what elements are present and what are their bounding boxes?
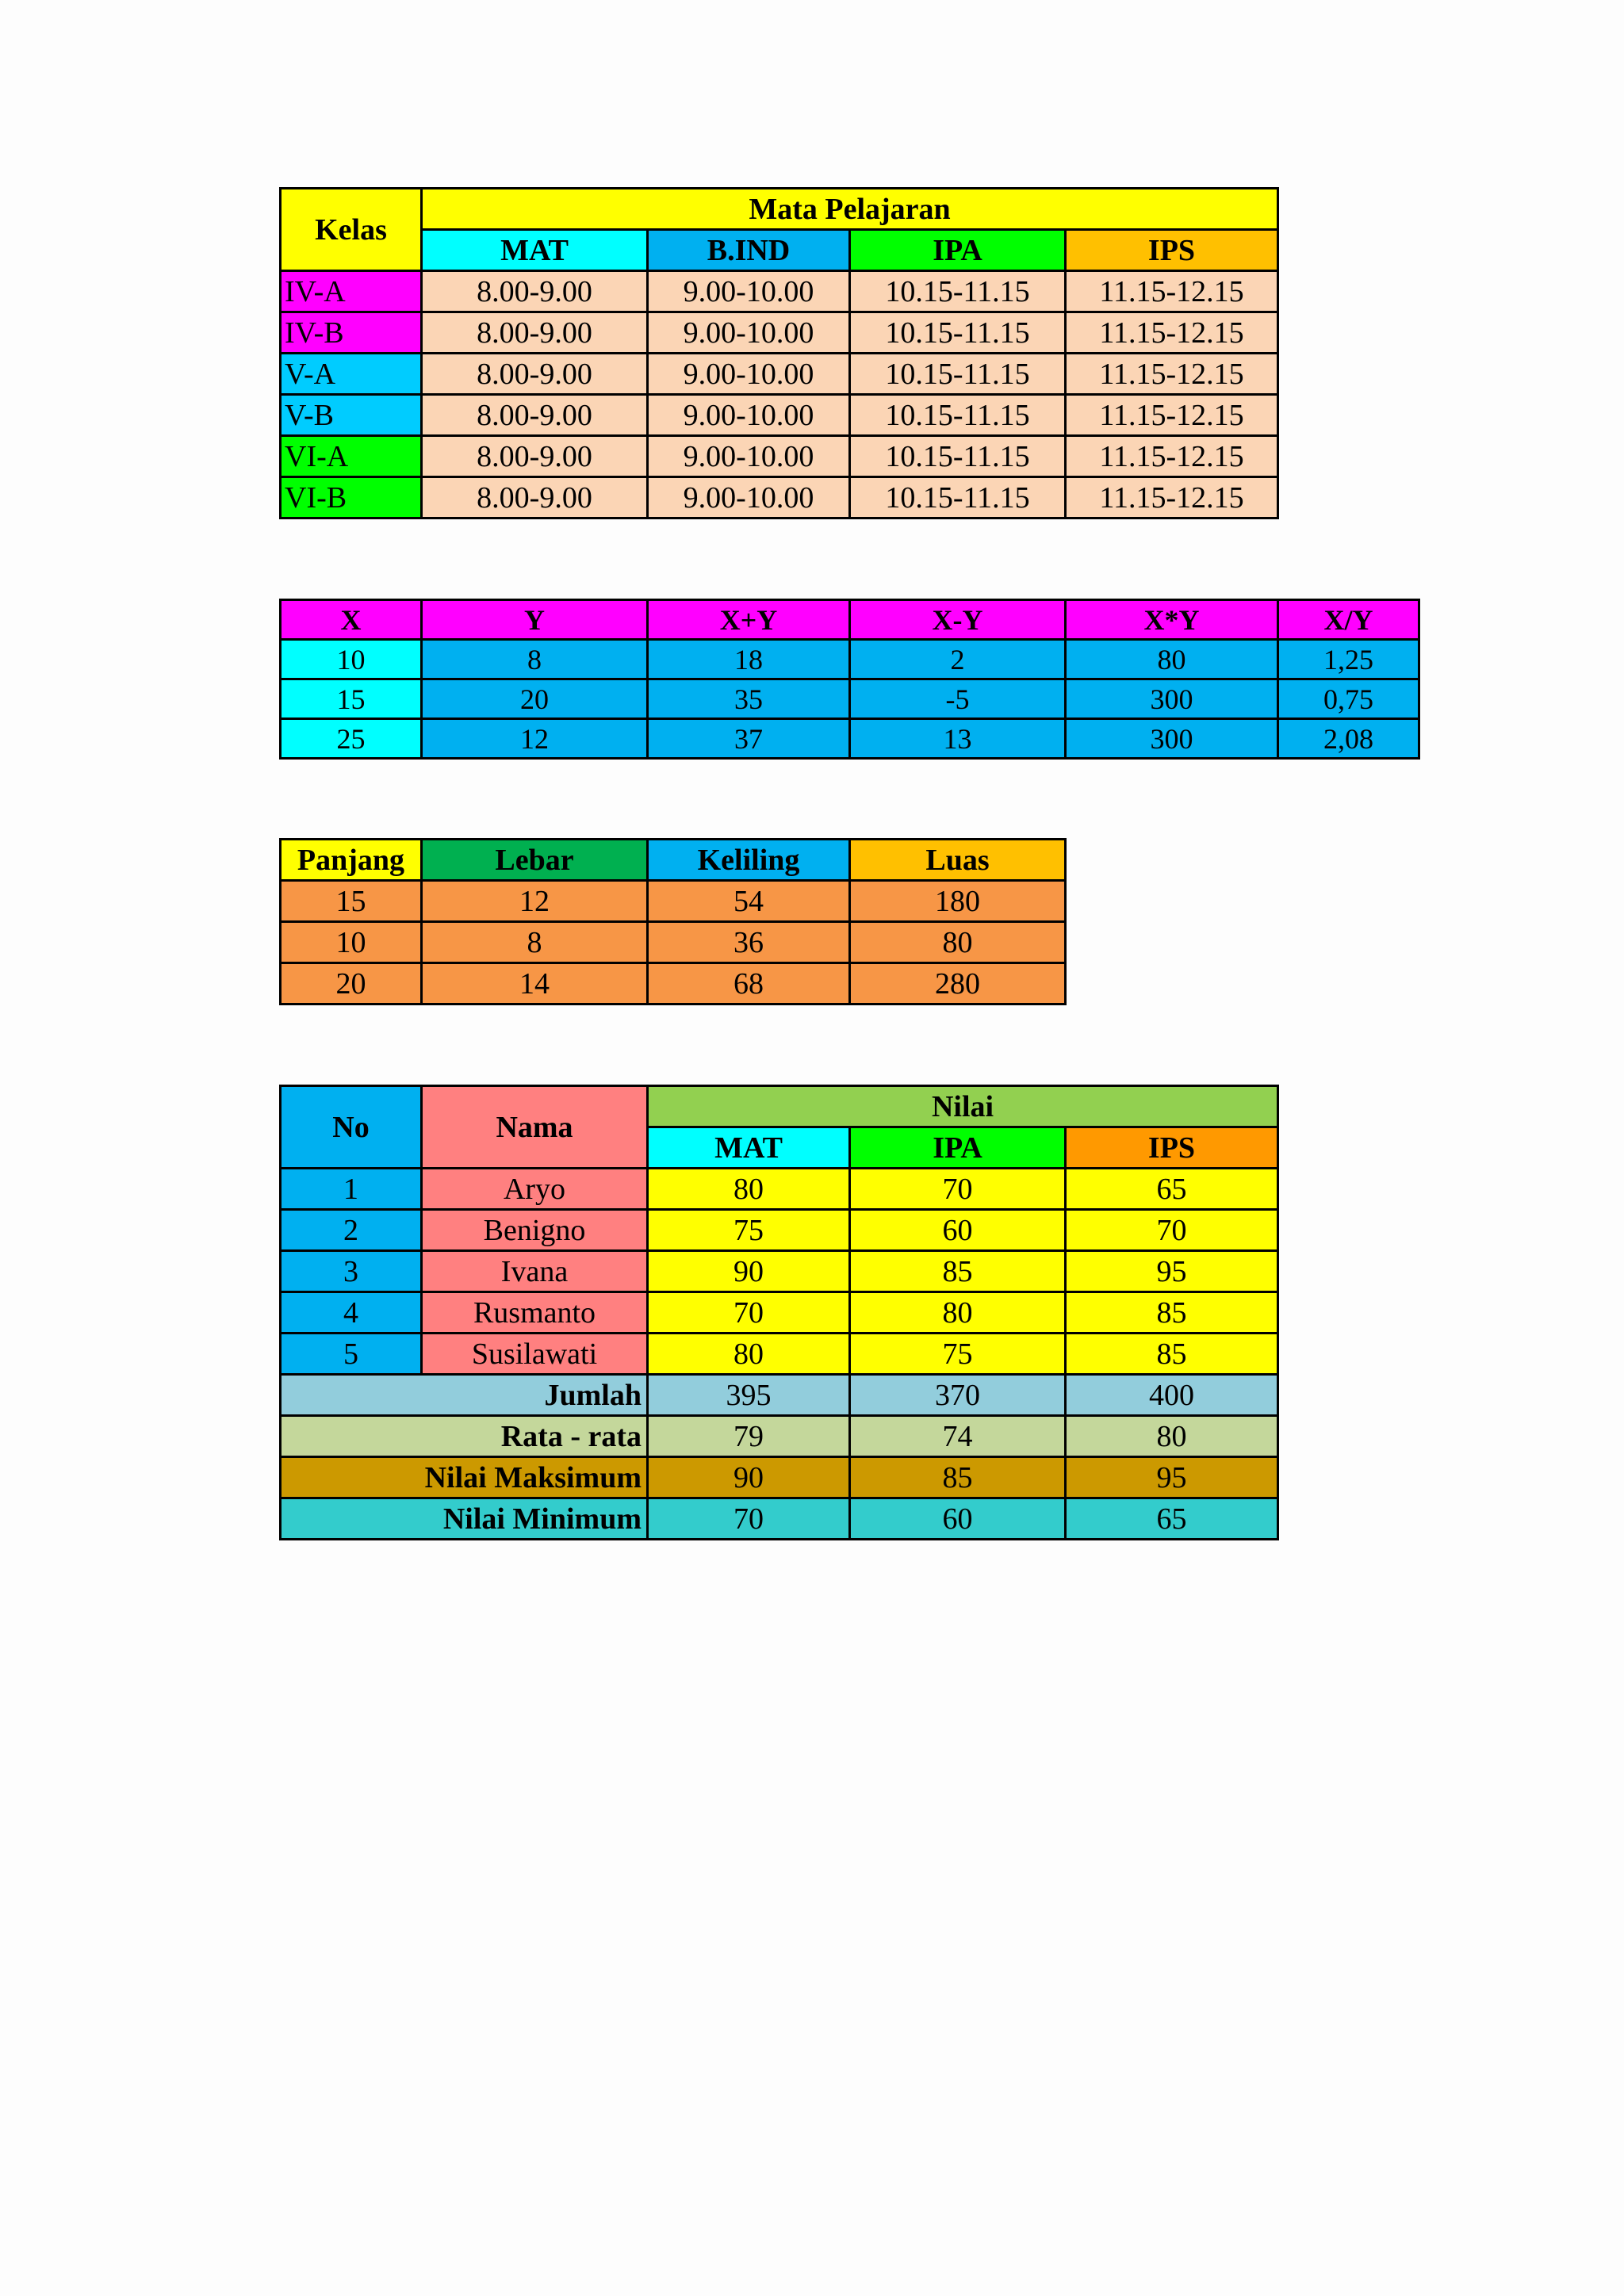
summary-row-rata xyxy=(281,1416,1278,1457)
score-cell: 95 xyxy=(1066,1251,1278,1292)
time-cell: 8.00-9.00 xyxy=(422,312,648,354)
summary-label: Nilai Maksimum xyxy=(281,1457,648,1498)
header-product: X*Y xyxy=(1066,600,1278,640)
time-cell: 10.15-11.15 xyxy=(850,395,1066,436)
header-no: No xyxy=(281,1086,422,1169)
score-cell: 80 xyxy=(850,1292,1066,1334)
table-row xyxy=(281,1169,1278,1210)
summary-value: 79 xyxy=(648,1416,850,1457)
time-cell: 9.00-10.00 xyxy=(648,312,850,354)
value-cell: 13 xyxy=(850,719,1066,759)
score-cell: 60 xyxy=(850,1210,1066,1251)
time-cell: 10.15-11.15 xyxy=(850,312,1066,354)
x-cell: 15 xyxy=(281,679,422,719)
rectangle-table xyxy=(279,838,1067,1005)
nama-cell: Ivana xyxy=(422,1251,648,1292)
table-row xyxy=(281,1292,1278,1334)
score-cell: 75 xyxy=(648,1210,850,1251)
time-cell: 10.15-11.15 xyxy=(850,354,1066,395)
no-cell: 2 xyxy=(281,1210,422,1251)
time-cell: 11.15-12.15 xyxy=(1066,312,1278,354)
summary-row-minimum xyxy=(281,1498,1278,1540)
score-cell: 80 xyxy=(648,1334,850,1375)
value-cell: 35 xyxy=(648,679,850,719)
table-row xyxy=(281,1210,1278,1251)
time-cell: 9.00-10.00 xyxy=(648,395,850,436)
value-cell: 0,75 xyxy=(1278,679,1419,719)
arithmetic-table xyxy=(279,599,1420,760)
score-cell: 70 xyxy=(1066,1210,1278,1251)
luas-cell: 280 xyxy=(850,963,1066,1004)
summary-value: 65 xyxy=(1066,1498,1278,1540)
summary-label: Jumlah xyxy=(281,1375,648,1416)
header-x: X xyxy=(281,600,422,640)
value-cell: 2,08 xyxy=(1278,719,1419,759)
score-cell: 70 xyxy=(850,1169,1066,1210)
no-cell: 4 xyxy=(281,1292,422,1334)
header-subject-mat: MAT xyxy=(422,230,648,271)
keliling-cell: 36 xyxy=(648,922,850,963)
table-row xyxy=(281,963,1066,1004)
kelas-cell: VI-B xyxy=(281,477,422,519)
header-subject-ips: IPS xyxy=(1066,230,1278,271)
no-cell: 1 xyxy=(281,1169,422,1210)
time-cell: 8.00-9.00 xyxy=(422,477,648,519)
table-row xyxy=(281,881,1066,922)
table-row xyxy=(281,922,1066,963)
value-cell: 12 xyxy=(422,719,648,759)
summary-value: 370 xyxy=(850,1375,1066,1416)
panjang-cell: 10 xyxy=(281,922,422,963)
table-row xyxy=(281,719,1419,759)
kelas-cell: IV-B xyxy=(281,312,422,354)
time-cell: 8.00-9.00 xyxy=(422,271,648,312)
luas-cell: 80 xyxy=(850,922,1066,963)
header-subject-bind: B.IND xyxy=(648,230,850,271)
time-cell: 9.00-10.00 xyxy=(648,477,850,519)
panjang-cell: 20 xyxy=(281,963,422,1004)
grades-table xyxy=(279,1085,1279,1540)
no-cell: 5 xyxy=(281,1334,422,1375)
keliling-cell: 54 xyxy=(648,881,850,922)
time-cell: 8.00-9.00 xyxy=(422,395,648,436)
summary-value: 395 xyxy=(648,1375,850,1416)
header-panjang: Panjang xyxy=(281,840,422,881)
score-cell: 85 xyxy=(1066,1292,1278,1334)
time-cell: 11.15-12.15 xyxy=(1066,271,1278,312)
nama-cell: Rusmanto xyxy=(422,1292,648,1334)
table-row xyxy=(281,640,1419,679)
kelas-cell: V-A xyxy=(281,354,422,395)
header-difference: X-Y xyxy=(850,600,1066,640)
summary-row-jumlah xyxy=(281,1375,1278,1416)
header-keliling: Keliling xyxy=(648,840,850,881)
value-cell: 37 xyxy=(648,719,850,759)
header-kelas: Kelas xyxy=(281,189,422,271)
header-subject-ips: IPS xyxy=(1066,1127,1278,1169)
table-row xyxy=(281,1251,1278,1292)
header-subject-ipa: IPA xyxy=(850,1127,1066,1169)
table-row xyxy=(281,1334,1278,1375)
header-subject-mat: MAT xyxy=(648,1127,850,1169)
kelas-cell: V-B xyxy=(281,395,422,436)
summary-value: 60 xyxy=(850,1498,1066,1540)
schedule-table xyxy=(279,187,1279,519)
header-quotient: X/Y xyxy=(1278,600,1419,640)
summary-row-maksimum xyxy=(281,1457,1278,1498)
nama-cell: Aryo xyxy=(422,1169,648,1210)
value-cell: 8 xyxy=(422,640,648,679)
time-cell: 8.00-9.00 xyxy=(422,354,648,395)
nama-cell: Benigno xyxy=(422,1210,648,1251)
header-luas: Luas xyxy=(850,840,1066,881)
keliling-cell: 68 xyxy=(648,963,850,1004)
time-cell: 9.00-10.00 xyxy=(648,354,850,395)
x-cell: 25 xyxy=(281,719,422,759)
time-cell: 11.15-12.15 xyxy=(1066,354,1278,395)
time-cell: 11.15-12.15 xyxy=(1066,395,1278,436)
header-lebar: Lebar xyxy=(422,840,648,881)
x-cell: 10 xyxy=(281,640,422,679)
table-row xyxy=(281,477,1278,519)
lebar-cell: 8 xyxy=(422,922,648,963)
value-cell: 2 xyxy=(850,640,1066,679)
panjang-cell: 15 xyxy=(281,881,422,922)
time-cell: 10.15-11.15 xyxy=(850,271,1066,312)
score-cell: 65 xyxy=(1066,1169,1278,1210)
time-cell: 10.15-11.15 xyxy=(850,477,1066,519)
score-cell: 75 xyxy=(850,1334,1066,1375)
nama-cell: Susilawati xyxy=(422,1334,648,1375)
table-row xyxy=(281,271,1278,312)
value-cell: 80 xyxy=(1066,640,1278,679)
summary-value: 90 xyxy=(648,1457,850,1498)
luas-cell: 180 xyxy=(850,881,1066,922)
summary-value: 85 xyxy=(850,1457,1066,1498)
value-cell: 1,25 xyxy=(1278,640,1419,679)
kelas-cell: VI-A xyxy=(281,436,422,477)
table-row xyxy=(281,679,1419,719)
lebar-cell: 14 xyxy=(422,963,648,1004)
kelas-cell: IV-A xyxy=(281,271,422,312)
time-cell: 11.15-12.15 xyxy=(1066,436,1278,477)
value-cell: 300 xyxy=(1066,719,1278,759)
score-cell: 70 xyxy=(648,1292,850,1334)
summary-value: 80 xyxy=(1066,1416,1278,1457)
time-cell: 9.00-10.00 xyxy=(648,436,850,477)
value-cell: -5 xyxy=(850,679,1066,719)
score-cell: 80 xyxy=(648,1169,850,1210)
table-row xyxy=(281,395,1278,436)
value-cell: 20 xyxy=(422,679,648,719)
summary-label: Nilai Minimum xyxy=(281,1498,648,1540)
header-nama: Nama xyxy=(422,1086,648,1169)
time-cell: 10.15-11.15 xyxy=(850,436,1066,477)
summary-value: 400 xyxy=(1066,1375,1278,1416)
header-mata-pelajaran: Mata Pelajaran xyxy=(422,189,1278,230)
time-cell: 9.00-10.00 xyxy=(648,271,850,312)
table-row xyxy=(281,436,1278,477)
score-cell: 85 xyxy=(1066,1334,1278,1375)
table-row xyxy=(281,354,1278,395)
summary-label: Rata - rata xyxy=(281,1416,648,1457)
lebar-cell: 12 xyxy=(422,881,648,922)
value-cell: 18 xyxy=(648,640,850,679)
header-sum: X+Y xyxy=(648,600,850,640)
summary-value: 70 xyxy=(648,1498,850,1540)
value-cell: 300 xyxy=(1066,679,1278,719)
score-cell: 85 xyxy=(850,1251,1066,1292)
score-cell: 90 xyxy=(648,1251,850,1292)
time-cell: 11.15-12.15 xyxy=(1066,477,1278,519)
table-row xyxy=(281,312,1278,354)
summary-value: 95 xyxy=(1066,1457,1278,1498)
time-cell: 8.00-9.00 xyxy=(422,436,648,477)
no-cell: 3 xyxy=(281,1251,422,1292)
summary-value: 74 xyxy=(850,1416,1066,1457)
header-y: Y xyxy=(422,600,648,640)
header-nilai: Nilai xyxy=(648,1086,1278,1127)
header-subject-ipa: IPA xyxy=(850,230,1066,271)
